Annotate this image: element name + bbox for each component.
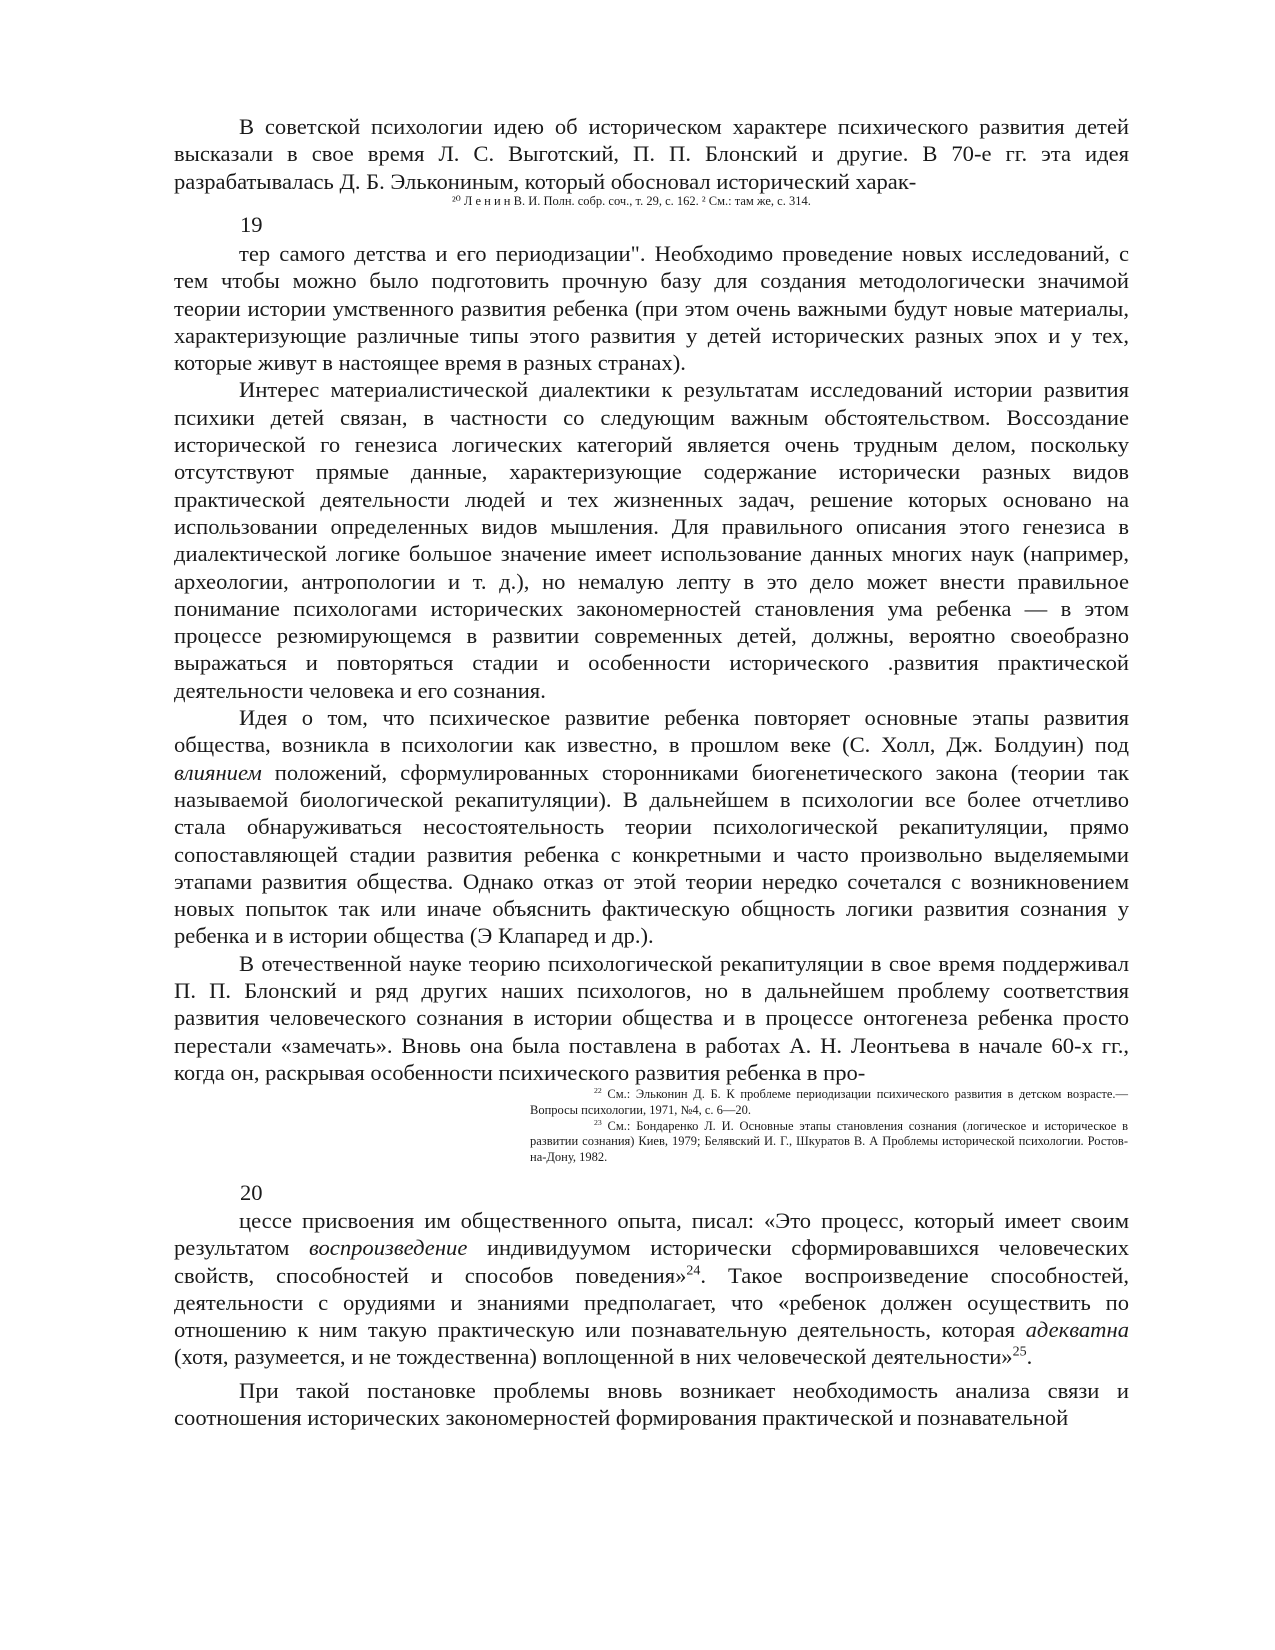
- page-19-body: [174, 240, 1129, 1086]
- page-number-19: 19: [240, 212, 263, 237]
- italic-emphasis: воспроизведение: [308, 1235, 468, 1261]
- paragraph-domestic-science: В отечественной науке теорию психологической рекапитуляции в свое время поддерживал П. П. Блонский и ряд других наших психологов, но в дальнейшем проблему соответствия развития человеческого сознания в истории общества и в процессе онтогенеза ребенка просто перестали «замечать». Вновь она была поставлена в работах А. Н. Леонтьева в начале 60-х гг., когда он, раскрывая особенности психического развития ребенка в про-: [174, 950, 1129, 1085]
- paragraph-problem-statement: При такой постановке проблемы вновь возникает необходимость анализа связи и соотношения исторических закономерностей формирования практической и познавательной: [174, 1377, 1129, 1431]
- paragraph-intro: В советской психологии идею об историческом характере психического развития детей высказали в свое время Л. С. Выготский, П. П. Блонский и другие. В 70-е гг. эта идея разрабатывалась Д. Б. Элькониным, который обосновал исторический харак-: [174, 114, 1129, 194]
- page-20-body: [174, 1207, 1129, 1431]
- footnote-ref-25: 25: [1012, 1344, 1027, 1360]
- footnote-23: $^{23}$ См.: Бондаренко Л. И. Основные этапы становления сознания (логическое и историческое в развитии сознания) Киев, 1979; Белявский И. Г., Шкуратов В. А Проблемы исторической психологии. Ростов-на-Дону, 1982.: [530, 1117, 1128, 1165]
- footnote-ref-24: 24: [686, 1263, 701, 1279]
- paragraph-leontiev-quote: цессе присвоения им общественного опыта, писал: «Это процесс, который имеет своим результатом воспроизведение индивидуумом исторически сформировавшихся человеческих свойств, способностей и способов поведения»$^{24}$. Такое воспроизведение способностей, деятельности с орудиями и знаниями предполагает, что «ребенок должен осуществить по отношению к ним такую практическую или познавательную деятельность, которая адекватна (хотя, разумеется, и не тождественна) воплощенной в них человеческой деятельности»$^{25}$.: [174, 1208, 1129, 1370]
- paragraph-recapitulation-idea: Идея о том, что психическое развитие ребенка повторяет основные этапы развития общества, возникла в психологии как известно, в прошлом веке (С. Холл, Дж. Болдуин) под влиянием положений, сформулированных сторонниками биогенетического закона (теории так называемой биологической рекапитуляции). В дальнейшем в психологии все более отчетливо стала обнаруживаться несостоятельность теории психологической рекапитуляции, прямо сопоставляющей стадии развития ребенка с конкретными и часто произвольно выделяемыми этапами развития общества. Однако отказ от этой теории нередко сочетался с возникновением новых попыток так или иначе объяснить фактическую общность логики развития сознания у ребенка и в истории общества (Э Клапаред и др.).: [174, 705, 1129, 949]
- footnote-20: ²⁰ Л е н и н В. И. Полн. собр. соч., т. 29, с. 162. ² См.: там же, с. 314.: [452, 194, 811, 208]
- italic-emphasis: адекватна: [1025, 1317, 1129, 1343]
- italic-emphasis: влиянием: [174, 759, 262, 785]
- footnote-22: $^{22}$ См.: Эльконин Д. Б. К проблеме периодизации психического развития в детском возрасте.— Вопросы психологии, 1971, №4, с. 6—20.: [530, 1085, 1128, 1117]
- paragraph-dialectics: Интерес материалистической диалектики к результатам исследований истории развития психики детей связан, в частности со следующим важным обстоятельством. Воссоздание исторической го генезиса логических категорий является очень трудным делом, поскольку отсутствуют прямые данные, характеризующие содержание исторически разных видов практической деятельности людей и тех жизненных задач, решение которых основано на использовании определенных видов мышления. Для правильного описания этого генезиса в диалектической логике большое значение имеет использование данных многих наук (например, археологии, антропологии и т. д.), но немалую лепту в это дело может внести правильное понимание психологами исторических закономерностей становления ума ребенка — в этом процессе резюмирующемся в развитии современных детей, должны, вероятно своеобразно выражаться и повторяться стадии и особенности исторического .развития практической деятельности человека и его сознания.: [174, 377, 1129, 703]
- footnotes-page-19: [530, 1087, 1128, 1166]
- page-number-20: 20: [240, 1180, 263, 1205]
- top-section: [174, 113, 1129, 195]
- paragraph-periodization: тер самого детства и его периодизации". Необходимо проведение новых исследований, с тем чтобы можно было подготовить прочную базу для создания методологически значимой теории истории умственного развития ребенка (при этом очень важными будут новые материалы, характеризующие различные типы этого развития у детей исторических разных эпох и у тех, которые живут в настоящее время в разных странах).: [174, 241, 1129, 376]
